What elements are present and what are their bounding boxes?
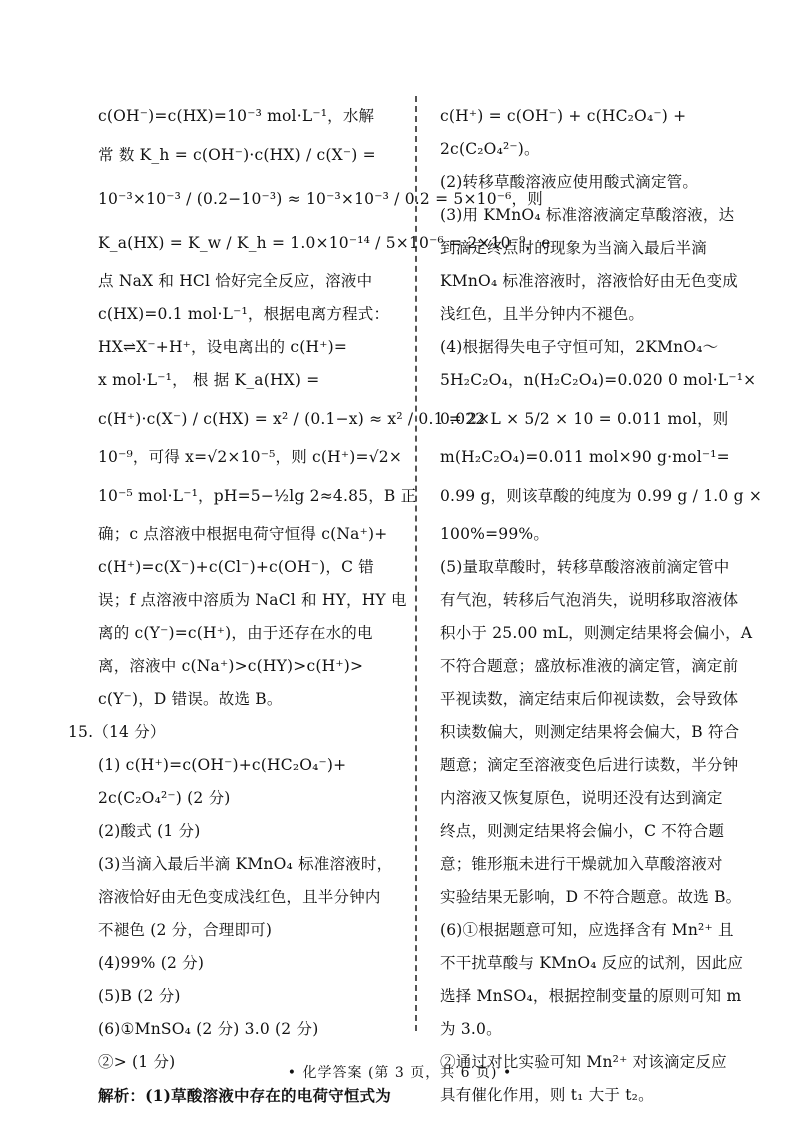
right-text-line: (4)根据得失电子守恒可知，2KMnO₄～ <box>440 338 719 356</box>
left-text-line: ②> (1 分) <box>98 1053 176 1071</box>
right-text-line: (3)用 KMnO₄ 标准溶液滴定草酸溶液，达 <box>440 206 735 224</box>
right-text-line: 0.022 L × 5/2 × 10 = 0.011 mol，则 <box>440 410 729 428</box>
right-text-line: 2c(C₂O₄²⁻)。 <box>440 140 540 158</box>
left-text-line: 点 NaX 和 HCl 恰好完全反应，溶液中 <box>98 272 373 290</box>
page-footer: • 化学答案 (第 3 页，共 6 页) • <box>287 1065 513 1081</box>
left-text-line: K_a(HX) = K_w / K_h = 1.0×10⁻¹⁴ / 5×10⁻⁶ = 2×10⁻⁹，e <box>98 234 551 252</box>
left-text-line: (2)酸式 (1 分) <box>98 822 201 840</box>
right-text-line: 不符合题意；盛放标准液的滴定管，滴定前 <box>440 657 739 675</box>
right-text-line: 0.99 g，则该草酸的纯度为 0.99 g / 1.0 g × <box>440 487 763 505</box>
right-text-line: 题意；滴定至溶液变色后进行读数，半分钟 <box>440 756 739 774</box>
left-text-line: (6)①MnSO₄ (2 分) 3.0 (2 分) <box>98 1020 319 1038</box>
left-text-line: 10⁻⁹，可得 x=√2×10⁻⁵，则 c(H⁺)=√2× <box>98 448 403 466</box>
left-text-line: c(HX)=0.1 mol·L⁻¹，根据电离方程式： <box>98 305 390 323</box>
right-text-line: ②通过对比实验可知 Mn²⁺ 对该滴定反应 <box>440 1053 727 1071</box>
right-text-line: 为 3.0。 <box>440 1020 502 1038</box>
right-text-line: (6)①根据题意可知，应选择含有 Mn²⁺ 且 <box>440 921 734 939</box>
left-text-line: 不褪色 (2 分，合理即可) <box>98 921 273 939</box>
left-text-line: c(OH⁻)=c(HX)=10⁻³ mol·L⁻¹，水解 <box>98 107 375 125</box>
right-column <box>440 100 763 1112</box>
right-text-line: 终点，则测定结果将会偏小，C 不符合题 <box>440 822 725 840</box>
right-text-line: 选择 MnSO₄，根据控制变量的原则可知 m <box>440 987 742 1005</box>
left-text-line: 确；c 点溶液中根据电荷守恒得 c(Na⁺)+ <box>98 525 388 543</box>
left-text-line: c(Y⁻)，D 错误。故选 B。 <box>98 690 283 708</box>
left-text-line: (4)99% (2 分) <box>98 954 205 972</box>
right-text-line: m(H₂C₂O₄)=0.011 mol×90 g·mol⁻¹= <box>440 448 730 466</box>
right-text-line: 积小于 25.00 mL，则测定结果将会偏小，A <box>440 624 753 642</box>
left-text-line: (5)B (2 分) <box>98 987 181 1005</box>
left-text-line: x mol·L⁻¹， 根 据 K_a(HX) = <box>98 371 320 389</box>
left-text-line: 15.（14 分） <box>68 723 166 741</box>
left-text-line: 离，溶液中 c(Na⁺)>c(HY)>c(H⁺)> <box>98 657 364 675</box>
left-text-line: 常 数 K_h = c(OH⁻)·c(HX) / c(X⁻) = <box>98 146 376 164</box>
right-text-line: 有气泡，转移后气泡消失，说明移取溶液体 <box>440 591 739 609</box>
right-text-line: (5)量取草酸时，转移草酸溶液前滴定管中 <box>440 558 730 576</box>
right-text-line: 意；锥形瓶未进行干燥就加入草酸溶液对 <box>440 855 723 873</box>
right-text-line: 不干扰草酸与 KMnO₄ 反应的试剂，因此应 <box>440 954 744 972</box>
left-text-line: 10⁻³×10⁻³ / (0.2−10⁻³) ≈ 10⁻³×10⁻³ / 0.2 = 5×10⁻⁶，则 <box>98 190 543 208</box>
left-text-line: 离的 c(Y⁻)=c(H⁺)，由于还存在水的电 <box>98 624 373 642</box>
left-text-line: 误；f 点溶液中溶质为 NaCl 和 HY，HY 电 <box>98 591 407 609</box>
right-text-line: c(H⁺) = c(OH⁻) + c(HC₂O₄⁻) + <box>440 107 687 125</box>
right-text-line: (2)转移草酸溶液应使用酸式滴定管。 <box>440 173 699 191</box>
left-text-line: 10⁻⁵ mol·L⁻¹，pH=5−½lg 2≈4.85，B 正 <box>98 487 417 505</box>
left-text-line: c(H⁺)·c(X⁻) / c(HX) = x² / (0.1−x) ≈ x² / 0.1 = 2× <box>98 410 491 428</box>
left-text-line: (3)当滴入最后半滴 KMnO₄ 标准溶液时， <box>98 855 393 873</box>
right-text-line: KMnO₄ 标准溶液时，溶液恰好由无色变成 <box>440 272 738 290</box>
right-text-line: 100%=99%。 <box>440 525 550 543</box>
left-text-line: c(H⁺)=c(X⁻)+c(Cl⁻)+c(OH⁻)，C 错 <box>98 558 374 576</box>
right-text-line: 积读数偏大，则测定结果将会偏大，B 符合 <box>440 723 740 741</box>
left-text-line: 解析：(1)草酸溶液中存在的电荷守恒式为 <box>98 1086 391 1105</box>
right-text-line: 具有催化作用，则 t₁ 大于 t₂。 <box>440 1086 654 1104</box>
right-text-line: 5H₂C₂O₄，n(H₂C₂O₄)=0.020 0 mol·L⁻¹× <box>440 371 757 389</box>
left-text-line: 2c(C₂O₄²⁻) (2 分) <box>98 789 231 807</box>
left-text-line: 溶液恰好由无色变成浅红色，且半分钟内 <box>98 888 381 906</box>
right-text-line: 平视读数，滴定结束后仰视读数，会导致体 <box>440 690 739 708</box>
right-text-line: 内溶液又恢复原色，说明还没有达到滴定 <box>440 789 723 807</box>
left-text-line: (1) c(H⁺)=c(OH⁻)+c(HC₂O₄⁻)+ <box>98 756 347 774</box>
right-text-line: 浅红色，且半分钟内不褪色。 <box>440 305 645 323</box>
right-text-line: 实验结果无影响，D 不符合题意。故选 B。 <box>440 888 742 906</box>
left-text-line: HX⇌X⁻+H⁺，设电离出的 c(H⁺)= <box>98 338 348 356</box>
right-text-line: 到滴定终点时的现象为当滴入最后半滴 <box>440 239 707 257</box>
